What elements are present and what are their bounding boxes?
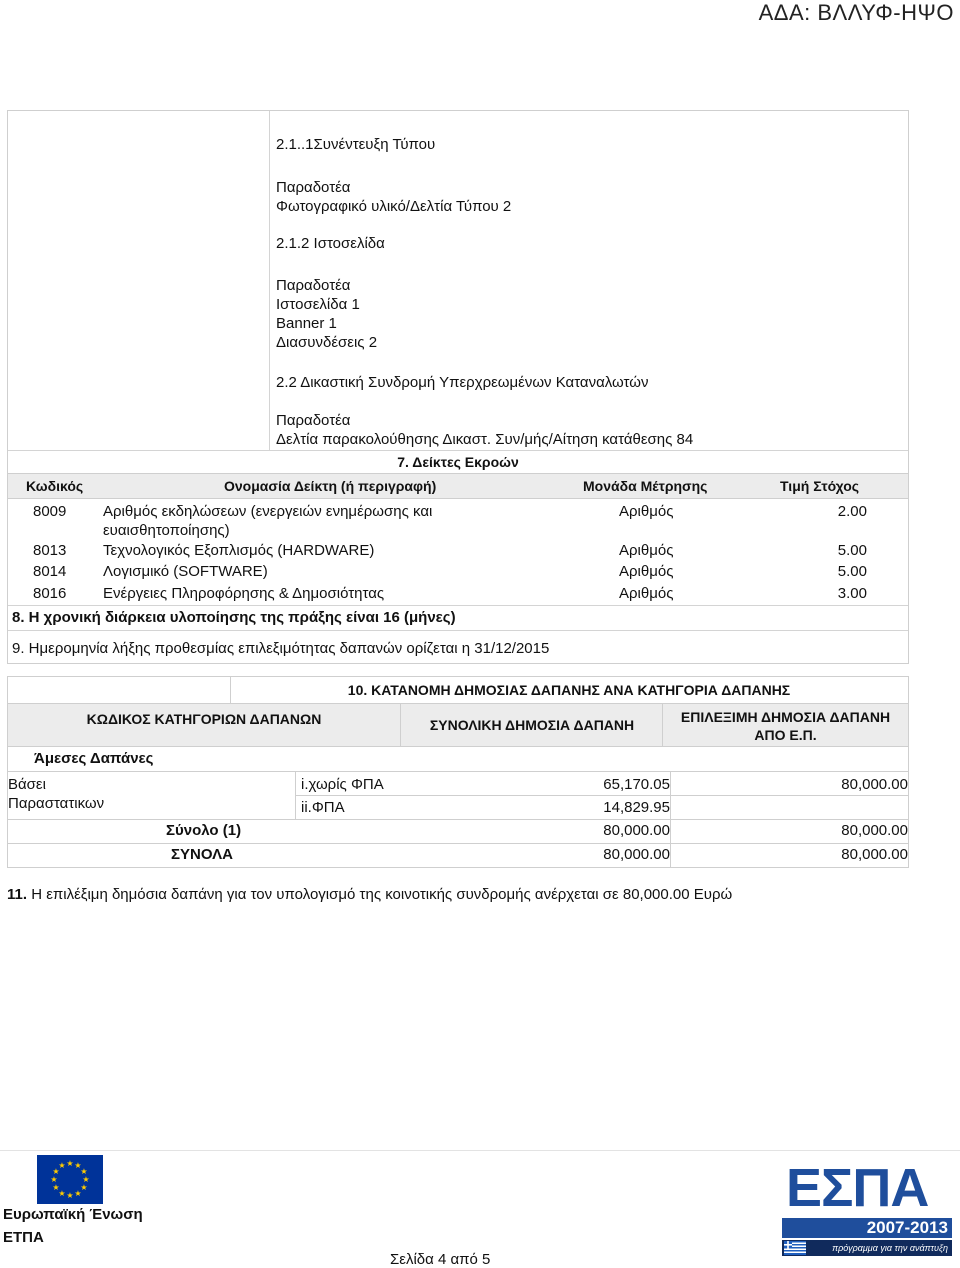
divider bbox=[8, 630, 908, 631]
eu-caption: Ευρωπαϊκή Ένωση bbox=[3, 1206, 143, 1223]
greek-flag-icon bbox=[784, 1241, 806, 1255]
subtotal-label: Σύνολο (1) bbox=[166, 822, 242, 839]
deadline-note bbox=[12, 640, 549, 657]
indicator-name: Αριθμός εκδηλώσεων (ενεργειών ενημέρωσης και bbox=[103, 503, 433, 520]
indicator-name: Ενέργειες Πληροφόρησης & Δημοσιότητας bbox=[103, 585, 385, 602]
deliverable-line: Δελτία παρακολούθησης Δικαστ. Συν/μής/Αίτηση κατάθεσης 84 bbox=[276, 431, 694, 448]
deliverable-line: 2.1.2 Ιστοσελίδα bbox=[276, 235, 385, 252]
deliverable-line: Παραδοτέα bbox=[276, 277, 351, 294]
footer-divider bbox=[0, 1150, 960, 1151]
deliverables-cell bbox=[269, 111, 910, 451]
svg-text:★: ★ bbox=[58, 1161, 66, 1170]
grand-total-label: ΣΥΝΟΛΑ bbox=[171, 846, 233, 863]
indicator-code: 8014 bbox=[33, 563, 67, 580]
indicator-name-cont: ευαισθητοποίησης) bbox=[103, 522, 230, 539]
svg-text:★: ★ bbox=[58, 1189, 66, 1198]
svg-text:★: ★ bbox=[52, 1183, 60, 1192]
direct-costs-label: Άμεσες Δαπάνες bbox=[34, 750, 154, 767]
divider bbox=[8, 771, 908, 772]
indicator-target: 3.00 bbox=[837, 585, 867, 602]
divider bbox=[670, 771, 671, 867]
table-row bbox=[8, 584, 908, 604]
indicators-title: 7. Δείκτες Εκροών bbox=[8, 450, 908, 473]
indicator-unit: Αριθμός bbox=[619, 503, 674, 520]
table-row bbox=[8, 541, 908, 561]
subtotal-total: 80,000.00 bbox=[603, 822, 670, 839]
indicators-header-row bbox=[8, 473, 908, 499]
sub-row-total: 14,829.95 bbox=[603, 799, 670, 816]
espa-logo-years: 2007-2013 bbox=[782, 1218, 952, 1238]
sub-row-label: i.χωρίς ΦΠΑ bbox=[301, 776, 384, 793]
col-unit-header: Μονάδα Μέτρησης bbox=[583, 478, 708, 494]
indicator-target: 2.00 bbox=[837, 503, 867, 520]
indicator-code: 8013 bbox=[33, 542, 67, 559]
sub-row-eligible: 80,000.00 bbox=[841, 776, 908, 793]
sub-row-label: ii.ΦΠΑ bbox=[301, 799, 345, 816]
indicator-name: Λογισμικό (SOFTWARE) bbox=[103, 563, 268, 580]
col-target-header: Τιμή Στόχος bbox=[780, 478, 860, 494]
divider bbox=[8, 605, 908, 606]
note-number: 11. bbox=[7, 886, 28, 903]
page-number: Σελίδα 4 από 5 bbox=[390, 1251, 491, 1268]
espa-logo-text: ΕΣΠΑ bbox=[786, 1158, 929, 1218]
grand-total-eligible: 80,000.00 bbox=[841, 846, 908, 863]
indicator-unit: Αριθμός bbox=[619, 563, 674, 580]
svg-text:★: ★ bbox=[66, 1159, 74, 1168]
col-total-header: ΣΥΝΟΛΙΚΗ ΔΗΜΟΣΙΑ ΔΑΠΑΝΗ bbox=[400, 704, 663, 746]
indicator-target: 5.00 bbox=[837, 542, 867, 559]
espa-logo bbox=[782, 1160, 954, 1260]
svg-text:★: ★ bbox=[74, 1189, 82, 1198]
subtotal-eligible: 80,000.00 bbox=[841, 822, 908, 839]
col-eligible-header-line1: ΕΠΙΛΕΞΙΜΗ ΔΗΜΟΣΙΑ ΔΑΠΑΝΗ bbox=[680, 709, 891, 725]
deliverable-line: 2.1..1Συνέντευξη Τύπου bbox=[276, 136, 436, 153]
deliverables-box bbox=[7, 110, 909, 664]
category-label: Βάσει bbox=[8, 776, 46, 793]
table-row bbox=[8, 562, 908, 582]
svg-text:★: ★ bbox=[50, 1175, 58, 1184]
deliverable-line: Banner 1 bbox=[276, 315, 337, 332]
note-text: Η επιλέξιμη δημόσια δαπάνη για τον υπολογισμό της κοινοτικής συνδρομής ανέρχεται σε 80,000.00 Ευρώ bbox=[27, 886, 733, 903]
col-eligible-header-line2: ΑΠΟ Ε.Π. bbox=[754, 727, 817, 743]
indicator-unit: Αριθμός bbox=[619, 585, 674, 602]
deliverable-line: Παραδοτέα bbox=[276, 412, 351, 429]
svg-text:★: ★ bbox=[82, 1175, 90, 1184]
indicator-unit: Αριθμός bbox=[619, 542, 674, 559]
deliverable-line: Παραδοτέα bbox=[276, 179, 351, 196]
ada-code: ΑΔΑ: ΒΛΛΥΦ-ΗΨΟ bbox=[758, 0, 954, 25]
fund-caption: ΕΤΠΑ bbox=[3, 1229, 44, 1246]
col-code-header: Κωδικός bbox=[26, 478, 84, 494]
col-eligible-header bbox=[662, 704, 908, 746]
indicator-code: 8009 bbox=[33, 503, 67, 520]
divider bbox=[8, 843, 908, 844]
divider bbox=[8, 819, 908, 820]
deliverable-line: Φωτογραφικό υλικό/Δελτία Τύπου 2 bbox=[276, 198, 512, 215]
svg-text:★: ★ bbox=[80, 1183, 88, 1192]
sub-row-total: 65,170.05 bbox=[603, 776, 670, 793]
deliverable-line: 2.2 Δικαστική Συνδρομή Υπερχρεωμένων Καταναλωτών bbox=[276, 374, 649, 391]
svg-text:★: ★ bbox=[74, 1161, 82, 1170]
category-label-cont: Παραστατικων bbox=[8, 795, 105, 812]
svg-text:★: ★ bbox=[52, 1167, 60, 1176]
allocation-table bbox=[7, 676, 909, 868]
grand-total-total: 80,000.00 bbox=[603, 846, 670, 863]
col-name-header: Ονομασία Δείκτη (ή περιγραφή) bbox=[224, 478, 437, 494]
eu-flag-icon bbox=[37, 1155, 103, 1204]
deadline-text: 9. Ημερομηνία λήξης προθεσμίας επιλεξιμότητας δαπανών ορίζεται η 31/12/2015 bbox=[12, 640, 550, 657]
indicator-target: 5.00 bbox=[837, 563, 867, 580]
indicator-code: 8016 bbox=[33, 585, 67, 602]
espa-logo-tagline: πρόγραμμα για την ανάπτυξη bbox=[782, 1240, 952, 1256]
table-row bbox=[8, 502, 908, 542]
deliverable-line: Ιστοσελίδα 1 bbox=[276, 296, 360, 313]
duration-text: 8. Η χρονική διάρκεια υλοποίησης της πράξης είναι 16 (μήνες) bbox=[12, 609, 456, 626]
svg-text:★: ★ bbox=[66, 1191, 74, 1200]
allocation-header-row bbox=[8, 703, 908, 747]
divider bbox=[230, 677, 231, 703]
allocation-title: 10. ΚΑΤΑΝΟΜΗ ΔΗΜΟΣΙΑΣ ΔΑΠΑΝΗΣ ΑΝΑ ΚΑΤΗΓΟΡΙΑ ΔΑΠΑΝΗΣ bbox=[347, 682, 791, 698]
col-category-header: ΚΩΔΙΚΟΣ ΚΑΤΗΓΟΡΙΩΝ ΔΑΠΑΝΩΝ bbox=[86, 711, 322, 727]
duration-note bbox=[12, 609, 456, 626]
eligible-expense-note bbox=[7, 886, 732, 903]
divider bbox=[295, 795, 908, 796]
svg-text:★: ★ bbox=[80, 1167, 88, 1176]
indicator-name: Τεχνολογικός Εξοπλισμός (HARDWARE) bbox=[103, 542, 375, 559]
allocation-title-row bbox=[8, 677, 908, 703]
deliverable-line: Διασυνδέσεις 2 bbox=[276, 334, 378, 351]
